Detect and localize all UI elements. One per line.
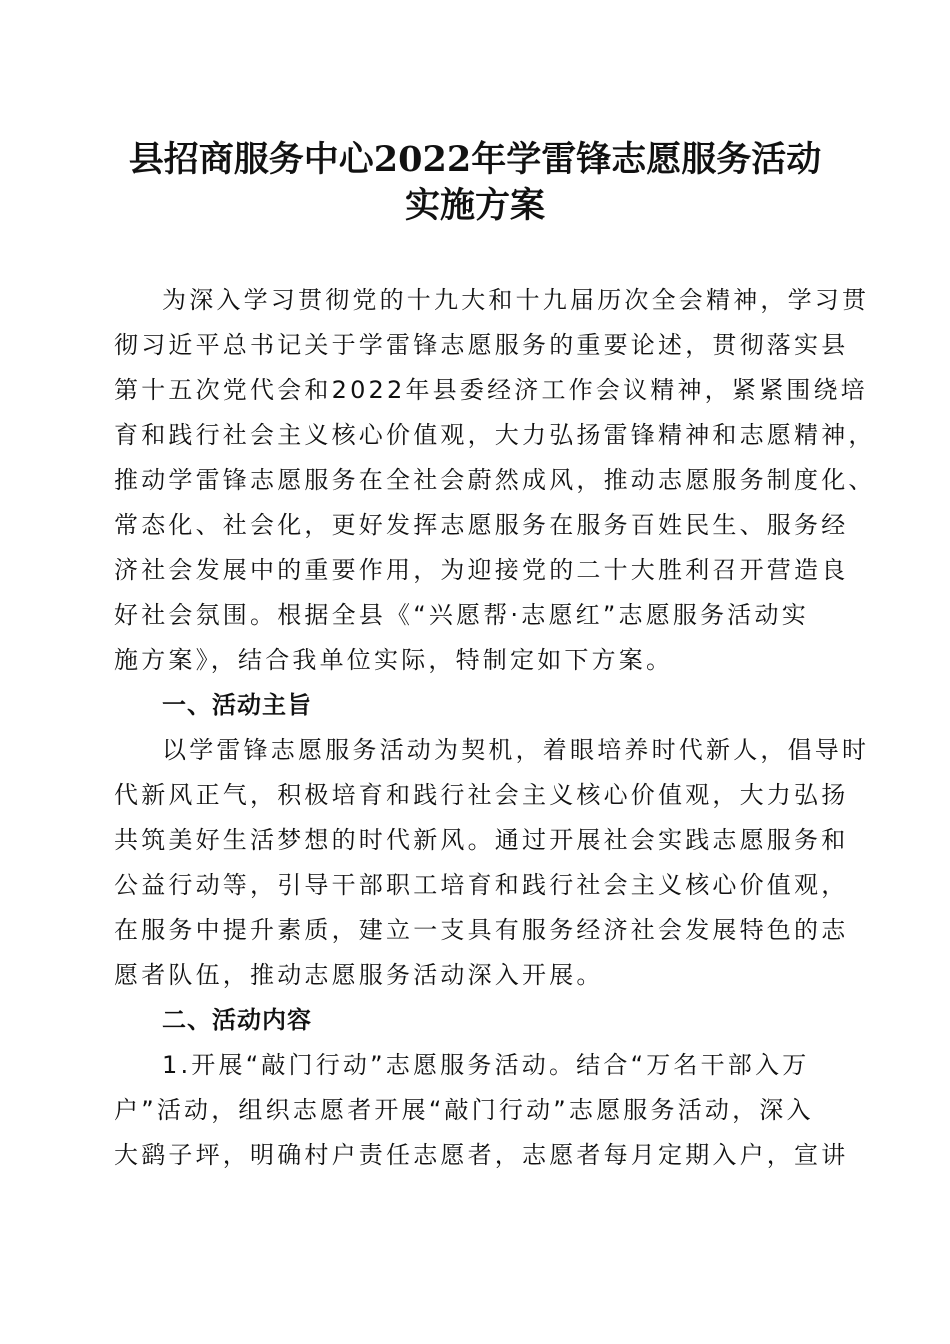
document-title-line-1: 县招商服务中心2022年学雷锋志愿服务活动 [128,139,822,180]
paragraph-line: 在服务中提升素质，建立一支具有服务经济社会发展特色的志 [114,916,849,944]
paragraph-line: 愿者队伍，推动志愿服务活动深入开展。 [114,961,604,989]
document-body [114,278,876,1178]
paragraph-line: 1.开展“敲门行动”志愿服务活动。结合“万名干部入万 [162,1051,810,1079]
document-title-line-2: 实施方案 [404,185,545,226]
paragraph-line: 推动学雷锋志愿服务在全社会蔚然成风，推动志愿服务制度化、 [114,466,876,494]
paragraph-line: 好社会氛围。根据全县《“兴愿帮·志愿红”志愿服务活动实 [114,601,809,629]
paragraph-line: 施方案》，结合我单位实际，特制定如下方案。 [114,646,674,674]
paragraph-line: 为深入学习贯彻党的十九大和十九届历次全会精神，学习贯 [162,286,870,314]
paragraph-line: 彻习近平总书记关于学雷锋志愿服务的重要论述，贯彻落实县 [114,331,849,359]
paragraph-line: 常态化、社会化，更好发挥志愿服务在服务百姓民生、服务经 [114,511,849,539]
paragraph-line: 公益行动等，引导干部职工培育和践行社会主义核心价值观， [114,871,849,899]
paragraph-line: 以学雷锋志愿服务活动为契机，着眼培养时代新人，倡导时 [162,736,870,764]
paragraph-line: 育和践行社会主义核心价值观，大力弘扬雷锋精神和志愿精神， [114,421,876,449]
section-heading: 一、活动主旨 [162,691,312,719]
paragraph-line: 第十五次党代会和2022年县委经济工作会议精神，紧紧围绕培 [114,376,868,404]
section-heading: 二、活动内容 [162,1006,312,1034]
paragraph-line: 共筑美好生活梦想的时代新风。通过开展社会实践志愿服务和 [114,826,849,854]
paragraph-line: 户”活动，组织志愿者开展“敲门行动”志愿服务活动，深入 [114,1096,814,1124]
paragraph-line: 济社会发展中的重要作用，为迎接党的二十大胜利召开营造良 [114,556,849,584]
paragraph-line: 大鹞子坪，明确村户责任志愿者，志愿者每月定期入户，宣讲 [114,1141,849,1169]
paragraph-line: 代新风正气，积极培育和践行社会主义核心价值观，大力弘扬 [114,781,849,809]
